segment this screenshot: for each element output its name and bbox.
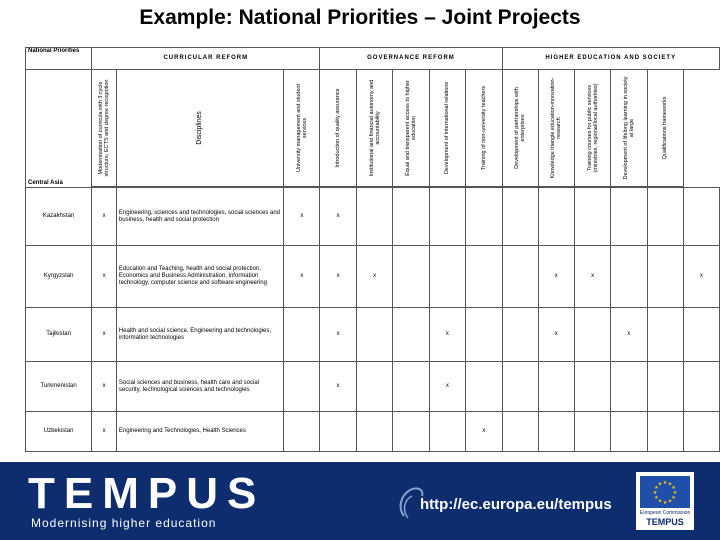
column-header: Training courses for public services (ministries, regional/local authorities) [574,70,610,187]
column-header: Knowledge triangle education-innovation-research [538,70,574,187]
column-header: Equal and transparent access to higher education [393,70,429,187]
priority-mark [683,412,719,452]
priority-mark [538,188,574,246]
table-row [26,362,720,412]
priority-mark: x [320,362,356,412]
priority-mark [502,362,538,412]
eu-star-icon: ★ [654,485,659,491]
priority-mark [538,412,574,452]
column-header: Introduction of quality assurance [320,70,356,187]
priority-mark [611,362,647,412]
priority-mark [393,412,429,452]
priority-mark [647,412,683,452]
priority-mark [502,188,538,246]
priority-mark: x [429,362,465,412]
priority-mark [611,412,647,452]
eu-logo [636,472,694,530]
priority-mark: x [611,308,647,362]
eu-star-icon: ★ [662,480,668,486]
tempus-url-link[interactable]: http://ec.europa.eu/tempus [420,496,612,513]
tempus-logo: TEMPUS [28,469,266,518]
column-header: Disciplines [116,70,283,187]
eu-star-icon: ★ [671,485,676,491]
eu-star-icon: ★ [662,500,668,506]
priority-mark [647,362,683,412]
priority-mark [393,362,429,412]
disciplines-cell: Education and Teaching, health and social protection, Economics and Business Administration, information technology, computer science and software engineering [116,246,283,308]
priority-mark [647,308,683,362]
disciplines-cell: Health and social science, Engineering and technologies, information technologies [116,308,283,362]
priority-mark [647,246,683,308]
country-cell: Uzbekistan [26,412,92,452]
priority-mark [466,188,502,246]
priority-mark: x [320,188,356,246]
priority-mark [466,308,502,362]
priority-mark [356,362,392,412]
priority-mark [502,412,538,452]
priority-mark: x [320,246,356,308]
priority-mark [574,362,610,412]
column-header: Development of lifelong learning in society at large [611,70,647,187]
priority-mark: x [284,246,320,308]
column-header: Institutional and financial autonomy and accountability [356,70,392,187]
group-curricular-reform: CURRICULAR REFORM [92,48,320,70]
priority-mark [356,188,392,246]
priority-mark [393,308,429,362]
eu-star-icon: ★ [657,481,663,488]
footer-banner [0,462,720,540]
table-row [26,246,720,308]
curricula-mark: x [92,308,117,362]
disciplines-cell: Social sciences and business, health care and social security, technological sciences and technologies [116,362,283,412]
curricula-mark: x [92,246,117,308]
column-header: Qualifications frameworks [647,70,683,187]
eu-caption: European Commission [639,510,691,516]
curricula-mark: x [92,362,117,412]
priority-mark: x [683,246,719,308]
priorities-table [25,47,720,452]
priority-mark [356,412,392,452]
eu-tempus-label: TEMPUS [646,517,684,527]
eu-star-icon: ★ [667,481,673,488]
priority-mark [574,188,610,246]
priority-mark [683,362,719,412]
region-label: Central Asia [26,70,92,188]
priority-mark [502,246,538,308]
eu-flag-icon [640,476,690,508]
priority-mark [611,246,647,308]
priority-mark [466,246,502,308]
country-cell: Kazakhstan [26,188,92,246]
eu-star-icon: ★ [657,498,663,505]
curricula-mark: x [92,412,117,452]
priority-mark [502,308,538,362]
column-header: University management and student services [284,70,320,187]
priority-mark [393,246,429,308]
country-cell: Kyrgyzstan [26,246,92,308]
column-header: Development of international relations [429,70,465,187]
priority-mark [429,246,465,308]
priority-mark [683,308,719,362]
column-header: Development of partnerships with enterprises [502,70,538,187]
tempus-tagline: Modernising higher education [31,516,217,530]
table-row [26,412,720,452]
page-title: Example: National Priorities – Joint Projects [139,6,581,29]
group-higher-education-society: HIGHER EDUCATION AND SOCIETY [502,48,719,70]
priority-mark: x [574,246,610,308]
eu-star-icon: ★ [652,490,658,496]
priority-mark [611,188,647,246]
disciplines-cell: Engineering and Technologies, Health Sciences [116,412,283,452]
table-row [26,188,720,246]
priority-mark: x [429,308,465,362]
priority-mark [574,412,610,452]
country-cell: Tajikistan [26,308,92,362]
column-header: Training of non-university teachers [466,70,502,187]
priority-mark [393,188,429,246]
priority-mark [284,362,320,412]
table-row [26,308,720,362]
priority-mark: x [284,188,320,246]
curricula-mark: x [92,188,117,246]
priority-mark [538,362,574,412]
priority-mark [574,308,610,362]
disciplines-cell: Engineering, sciences and technologies, social sciences and business, health and social protection [116,188,283,246]
priority-mark [284,308,320,362]
priority-mark: x [320,308,356,362]
eu-star-icon: ★ [654,495,659,501]
eu-star-icon: ★ [671,495,676,501]
priority-mark [284,412,320,452]
priority-mark: x [356,246,392,308]
priority-mark [683,188,719,246]
country-cell: Turkmenistan [26,362,92,412]
column-header: Modernisation of curricula with 3 cycle structure, ECTS and degree recognition [92,70,117,187]
priority-mark: x [538,246,574,308]
national-priorities-label: National Priorities [26,48,92,70]
priority-mark: x [538,308,574,362]
priority-mark [429,412,465,452]
group-governance-reform: GOVERNANCE REFORM [320,48,502,70]
eu-star-icon: ★ [672,490,678,496]
priority-mark [320,412,356,452]
priority-mark [429,188,465,246]
eu-star-icon: ★ [667,498,673,505]
priority-mark [647,188,683,246]
priority-mark [466,362,502,412]
priority-mark: x [466,412,502,452]
priority-mark [356,308,392,362]
